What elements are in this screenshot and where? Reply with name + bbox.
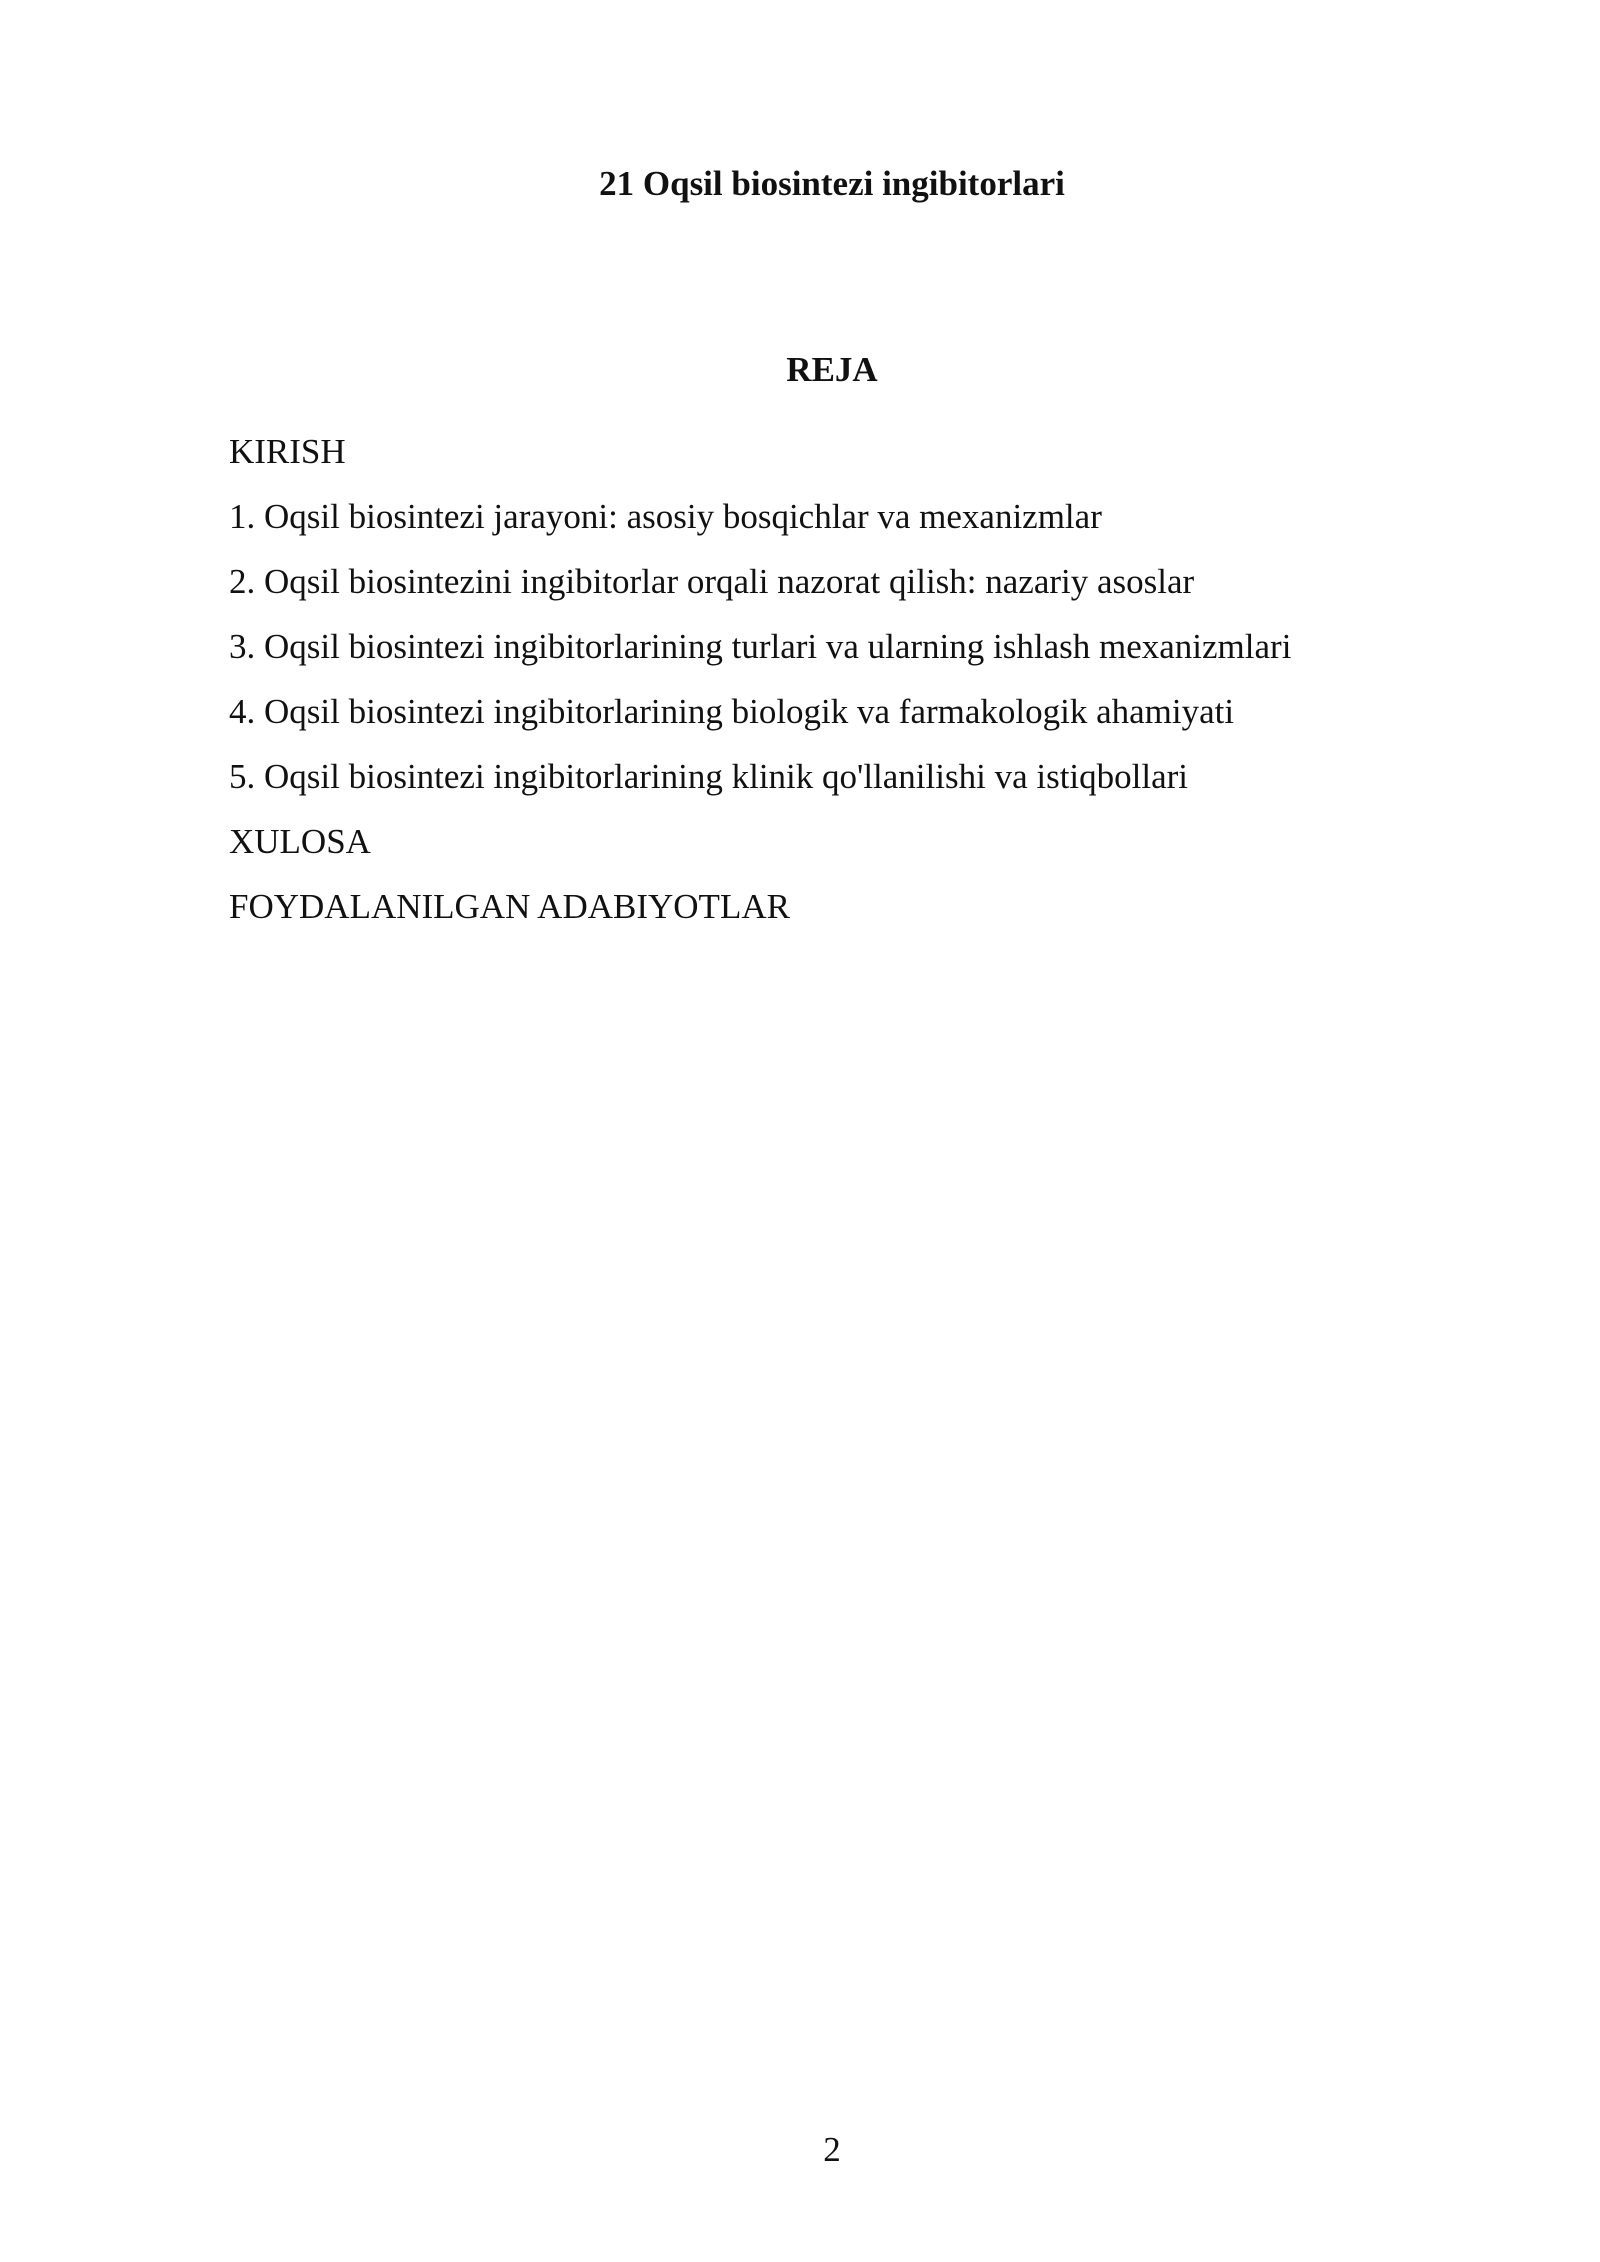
plan-item-references: FOYDALANILGAN ADABIYOTLAR <box>229 887 790 926</box>
plan-list <box>229 419 1540 939</box>
document-title: 21 Oqsil biosintezi ingibitorlari <box>599 164 1065 203</box>
plan-item-conclusion: XULOSA <box>229 822 371 861</box>
plan-item-3: 3. Oqsil biosintezi ingibitorlarining turlari va ularning ishlash mexanizmlari <box>229 627 1292 666</box>
plan-item-1: 1. Oqsil biosintezi jarayoni: asosiy bosqichlar va mexanizmlar <box>229 497 1102 536</box>
plan-item-intro: KIRISH <box>229 432 346 471</box>
plan-item-5: 5. Oqsil biosintezi ingibitorlarining klinik qo'llanilishi va istiqbollari <box>229 757 1189 796</box>
plan-item-4: 4. Oqsil biosintezi ingibitorlarining biologik va farmakologik ahamiyati <box>229 692 1235 731</box>
page-number: 2 <box>823 2130 841 2169</box>
plan-item-2: 2. Oqsil biosintezini ingibitorlar orqali nazorat qilish: nazariy asoslar <box>229 562 1195 601</box>
plan-heading: REJA <box>786 350 878 389</box>
